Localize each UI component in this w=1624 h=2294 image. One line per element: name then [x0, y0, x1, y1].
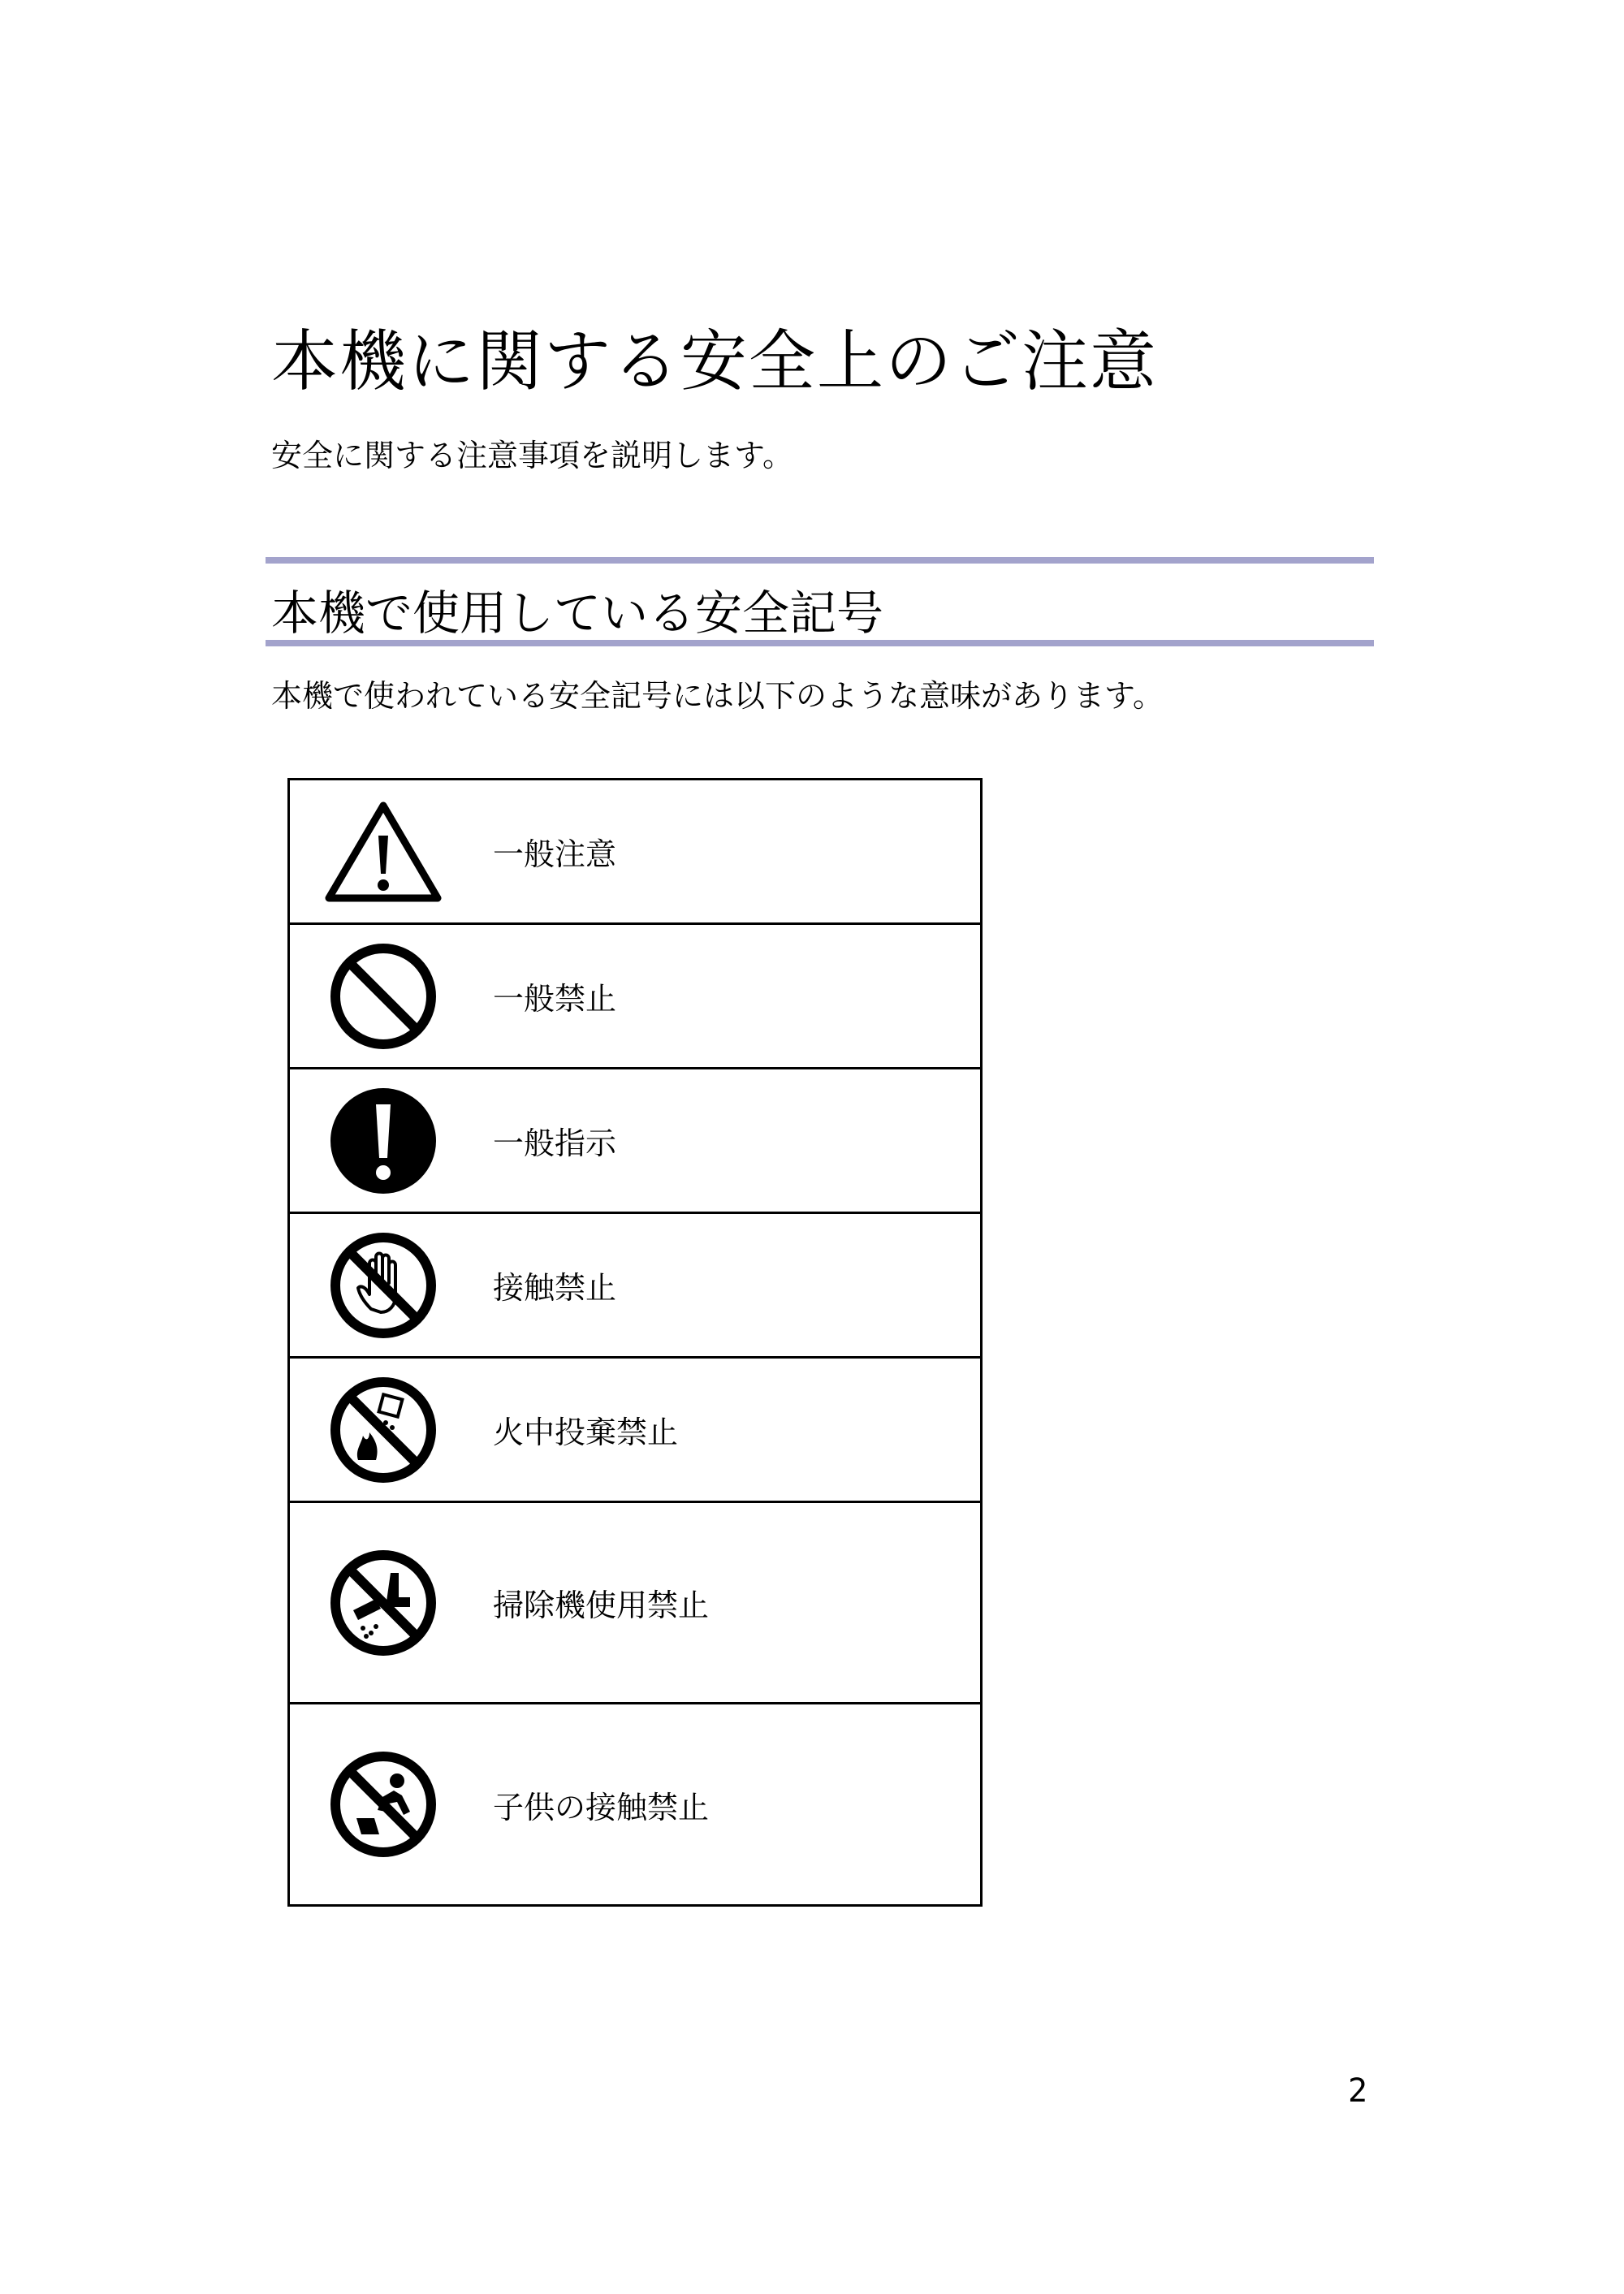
warning-triangle-icon	[290, 799, 477, 905]
symbol-label: 一般禁止	[493, 981, 617, 1017]
no-fire-disposal-icon	[290, 1376, 477, 1484]
prohibition-icon	[290, 942, 477, 1051]
no-vacuum-cleaner-icon	[290, 1549, 477, 1657]
section-header	[266, 557, 1374, 646]
symbol-label: 火中投棄禁止	[493, 1415, 679, 1450]
symbol-label: 一般注意	[493, 836, 617, 872]
no-touch-icon	[290, 1231, 477, 1340]
symbol-label: 子供の接触禁止	[493, 1789, 710, 1825]
no-child-contact-icon	[290, 1750, 477, 1859]
symbol-row-no-fire-disposal	[290, 1359, 980, 1503]
symbol-row-general-prohibition	[290, 925, 980, 1069]
section-title: 本機で使用している安全記号	[271, 585, 884, 641]
safety-symbol-table	[287, 778, 983, 1907]
symbol-row-no-vacuum-cleaner	[290, 1503, 980, 1704]
symbol-row-no-touch	[290, 1214, 980, 1359]
section-intro: 本機で使われている安全記号には以下のような意味があります。	[271, 678, 1164, 714]
symbol-row-no-child-contact	[290, 1704, 980, 1904]
page-intro: 安全に関する注意事項を説明します。	[271, 438, 793, 473]
symbol-row-general-caution	[290, 780, 980, 925]
page-number: 2	[1348, 2072, 1368, 2110]
symbol-label: 一般指示	[493, 1125, 617, 1161]
page-title: 本機に関する安全上のご注意	[271, 323, 1159, 400]
symbol-row-general-instruction	[290, 1069, 980, 1214]
symbol-label: 掃除機使用禁止	[493, 1588, 710, 1623]
mandatory-action-icon	[290, 1087, 477, 1195]
symbol-label: 接触禁止	[493, 1270, 617, 1306]
